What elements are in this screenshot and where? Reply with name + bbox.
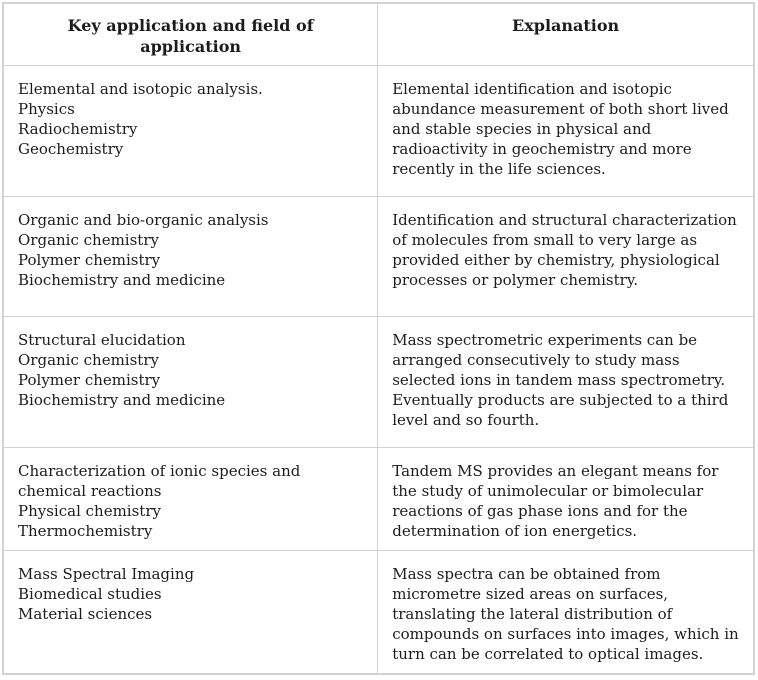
application-line: Geochemistry [18,140,124,158]
application-cell [3,317,378,448]
application-line: Biomedical studies [18,585,162,603]
table-row [3,317,754,448]
application-line: Polymer chemistry [18,371,161,389]
applications-table [2,2,755,675]
application-line: Structural elucidation [18,331,186,349]
application-cell [3,448,378,551]
table-row [3,197,754,317]
application-line: Biochemistry and medicine [18,391,226,409]
application-line: Radiochemistry [18,120,138,138]
application-cell [3,197,378,317]
table-row [3,448,754,551]
application-line: Organic and bio-organic analysis [18,211,269,229]
explanation-cell: Identification and structural characterization of molecules from small to very large as provided either by chemistry, physiological processes or polymer chemistry. [378,197,754,317]
header-cell-explanation: Explanation [378,3,754,66]
table-header [3,3,754,66]
application-line: Thermochemistry [18,522,153,540]
application-line: Physics [18,100,75,118]
application-line: Polymer chemistry [18,251,161,269]
table-body [3,66,754,675]
application-line: Organic chemistry [18,351,159,369]
explanation-cell: Mass spectrometric experiments can be arranged consecutively to study mass selected ions in tandem mass spectrometry. Eventually products are subjected to a third level and so fourth. [378,317,754,448]
application-line: Organic chemistry [18,231,159,249]
application-line: Mass Spectral Imaging [18,565,195,583]
explanation-cell: Elemental identification and isotopic abundance measurement of both short lived and stable species in physical and radioactivity in geochemistry and more recently in the life sciences. [378,66,754,197]
application-line: Material sciences [18,605,153,623]
application-cell [3,66,378,197]
explanation-cell: Mass spectra can be obtained from micrometre sized areas on surfaces, translating the lateral distribution of compounds on surfaces into images, which in turn can be correlated to optical images. [378,551,754,675]
application-line: Physical chemistry [18,502,161,520]
application-cell [3,551,378,675]
header-cell-application: Key application and field of application [3,3,378,66]
header-row [3,3,754,66]
table-row [3,66,754,197]
application-line: Elemental and isotopic analysis. [18,80,263,98]
application-line: Characterization of ionic species and chemical reactions [18,462,301,500]
explanation-cell: Tandem MS provides an elegant means for the study of unimolecular or bimolecular reactions of gas phase ions and for the determination of ion energetics. [378,448,754,551]
application-line: Biochemistry and medicine [18,271,226,289]
table-row [3,551,754,675]
